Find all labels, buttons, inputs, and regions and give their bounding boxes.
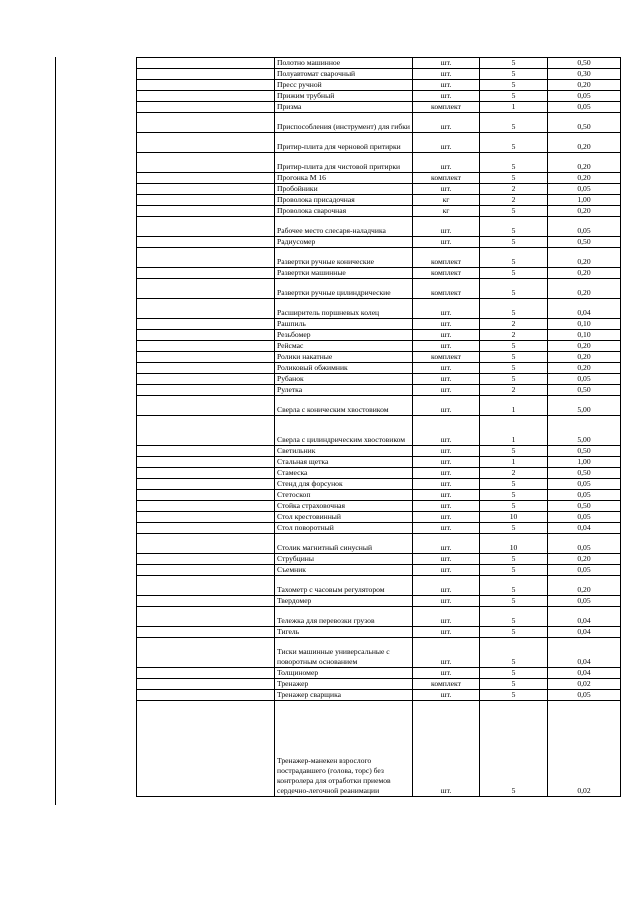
quantity-cell: 5: [480, 701, 548, 797]
quantity-cell: 2: [480, 319, 548, 330]
quantity-cell: 5: [480, 299, 548, 319]
empty-cell: [137, 80, 275, 91]
quantity-cell: 2: [480, 330, 548, 341]
item-name-cell: Сверла с цилиндрическим хвостовиком: [275, 416, 413, 446]
empty-cell: [137, 91, 275, 102]
quantity-cell: 5: [480, 206, 548, 217]
coefficient-cell: 0,50: [548, 501, 621, 512]
empty-cell: [137, 576, 275, 596]
table-row: [137, 490, 621, 501]
unit-cell: шт.: [413, 385, 480, 396]
table-row: [137, 133, 621, 153]
unit-cell: шт.: [413, 627, 480, 638]
empty-cell: [137, 341, 275, 352]
table-row: [137, 627, 621, 638]
table-row: [137, 279, 621, 299]
table-row: [137, 363, 621, 374]
item-name-cell: Ролики накатные: [275, 352, 413, 363]
quantity-cell: 5: [480, 679, 548, 690]
empty-cell: [137, 638, 275, 668]
table-row: [137, 565, 621, 576]
coefficient-cell: 0,04: [548, 523, 621, 534]
item-name-cell: Притир-плита для чистовой притирки: [275, 153, 413, 173]
table-row: [137, 319, 621, 330]
item-name-cell: Стамеска: [275, 468, 413, 479]
unit-cell: шт.: [413, 468, 480, 479]
item-name-cell: Проволока присадочная: [275, 195, 413, 206]
table-row: [137, 468, 621, 479]
coefficient-cell: 0,05: [548, 479, 621, 490]
table-row: [137, 679, 621, 690]
table-row: [137, 80, 621, 91]
unit-cell: шт.: [413, 565, 480, 576]
table-row: [137, 58, 621, 69]
quantity-cell: 5: [480, 69, 548, 80]
unit-cell: комплект: [413, 679, 480, 690]
quantity-cell: 2: [480, 385, 548, 396]
table-row: [137, 607, 621, 627]
unit-cell: шт.: [413, 457, 480, 468]
item-name-cell: Толщиномер: [275, 668, 413, 679]
unit-cell: шт.: [413, 237, 480, 248]
quantity-cell: 1: [480, 102, 548, 113]
coefficient-cell: 0,30: [548, 69, 621, 80]
item-name-cell: Развертки ручные конические: [275, 248, 413, 268]
unit-cell: шт.: [413, 690, 480, 701]
table-row: [137, 523, 621, 534]
table-row: [137, 330, 621, 341]
item-name-cell: Радиусомер: [275, 237, 413, 248]
unit-cell: шт.: [413, 668, 480, 679]
unit-cell: шт.: [413, 184, 480, 195]
table-row: [137, 341, 621, 352]
table-row: [137, 701, 621, 797]
coefficient-cell: 0,05: [548, 102, 621, 113]
empty-cell: [137, 113, 275, 133]
unit-cell: шт.: [413, 217, 480, 237]
coefficient-cell: 0,04: [548, 668, 621, 679]
empty-cell: [137, 512, 275, 523]
coefficient-cell: 0,20: [548, 248, 621, 268]
item-name-cell: Рабочее место слесаря-наладчика: [275, 217, 413, 237]
table-row: [137, 237, 621, 248]
table-row: [137, 479, 621, 490]
item-name-cell: Тележка для перевозки грузов: [275, 607, 413, 627]
item-name-cell: Тиски машинные универсальные с поворотным основанием: [275, 638, 413, 668]
item-name-cell: Развертки машинные: [275, 268, 413, 279]
table-row: [137, 173, 621, 184]
empty-cell: [137, 416, 275, 446]
empty-cell: [137, 490, 275, 501]
coefficient-cell: 1,00: [548, 195, 621, 206]
unit-cell: шт.: [413, 576, 480, 596]
coefficient-cell: 0,50: [548, 237, 621, 248]
item-name-cell: Полотно машинное: [275, 58, 413, 69]
quantity-cell: 5: [480, 133, 548, 153]
table-row: [137, 299, 621, 319]
coefficient-cell: 0,20: [548, 80, 621, 91]
unit-cell: шт.: [413, 133, 480, 153]
quantity-cell: 2: [480, 468, 548, 479]
empty-cell: [137, 534, 275, 554]
unit-cell: комплект: [413, 279, 480, 299]
unit-cell: шт.: [413, 607, 480, 627]
coefficient-cell: 0,02: [548, 701, 621, 797]
item-name-cell: Стол поворотный: [275, 523, 413, 534]
item-name-cell: Тигель: [275, 627, 413, 638]
empty-cell: [137, 596, 275, 607]
item-name-cell: Пробойники: [275, 184, 413, 195]
unit-cell: шт.: [413, 479, 480, 490]
empty-cell: [137, 248, 275, 268]
item-name-cell: Проволока сварочная: [275, 206, 413, 217]
quantity-cell: 5: [480, 363, 548, 374]
table-row: [137, 385, 621, 396]
empty-cell: [137, 627, 275, 638]
quantity-cell: 5: [480, 113, 548, 133]
empty-cell: [137, 184, 275, 195]
unit-cell: шт.: [413, 374, 480, 385]
coefficient-cell: 0,20: [548, 554, 621, 565]
item-name-cell: Резьбомер: [275, 330, 413, 341]
table-row: [137, 102, 621, 113]
empty-cell: [137, 690, 275, 701]
item-name-cell: Стенд для форсунок: [275, 479, 413, 490]
unit-cell: шт.: [413, 80, 480, 91]
quantity-cell: 5: [480, 596, 548, 607]
empty-cell: [137, 279, 275, 299]
empty-cell: [137, 69, 275, 80]
quantity-cell: 5: [480, 565, 548, 576]
coefficient-cell: 5,00: [548, 396, 621, 416]
item-name-cell: Прогонка М 16: [275, 173, 413, 184]
unit-cell: кг: [413, 195, 480, 206]
quantity-cell: 5: [480, 501, 548, 512]
quantity-cell: 5: [480, 607, 548, 627]
item-name-cell: Стол крестовинный: [275, 512, 413, 523]
empty-cell: [137, 363, 275, 374]
table-row: [137, 668, 621, 679]
unit-cell: шт.: [413, 363, 480, 374]
quantity-cell: 5: [480, 627, 548, 638]
quantity-cell: 5: [480, 690, 548, 701]
empty-cell: [137, 468, 275, 479]
coefficient-cell: 0,05: [548, 217, 621, 237]
coefficient-cell: 0,20: [548, 206, 621, 217]
coefficient-cell: 0,50: [548, 385, 621, 396]
empty-cell: [137, 237, 275, 248]
item-name-cell: Тахометр с часовым регулятором: [275, 576, 413, 596]
empty-cell: [137, 374, 275, 385]
item-name-cell: Развертки ручные цилиндрические: [275, 279, 413, 299]
quantity-cell: 2: [480, 195, 548, 206]
item-name-cell: Тренажер сварщика: [275, 690, 413, 701]
coefficient-cell: 0,02: [548, 679, 621, 690]
item-name-cell: Стальная щетка: [275, 457, 413, 468]
table-row: [137, 576, 621, 596]
quantity-cell: 5: [480, 217, 548, 237]
table-row: [137, 268, 621, 279]
item-name-cell: Рубанок: [275, 374, 413, 385]
empty-cell: [137, 319, 275, 330]
quantity-cell: 10: [480, 512, 548, 523]
coefficient-cell: 0,50: [548, 468, 621, 479]
empty-cell: [137, 352, 275, 363]
item-name-cell: Расширитель поршневых колец: [275, 299, 413, 319]
unit-cell: шт.: [413, 330, 480, 341]
coefficient-cell: 0,05: [548, 512, 621, 523]
table-row: [137, 374, 621, 385]
empty-cell: [137, 554, 275, 565]
unit-cell: кг: [413, 206, 480, 217]
unit-cell: шт.: [413, 153, 480, 173]
coefficient-cell: 0,20: [548, 268, 621, 279]
unit-cell: комплект: [413, 352, 480, 363]
table-row: [137, 396, 621, 416]
unit-cell: шт.: [413, 319, 480, 330]
item-name-cell: Тренажер: [275, 679, 413, 690]
quantity-cell: 5: [480, 237, 548, 248]
quantity-cell: 5: [480, 91, 548, 102]
coefficient-cell: 0,04: [548, 638, 621, 668]
unit-cell: шт.: [413, 534, 480, 554]
table-row: [137, 446, 621, 457]
empty-cell: [137, 173, 275, 184]
coefficient-cell: 0,20: [548, 133, 621, 153]
coefficient-cell: 0,10: [548, 330, 621, 341]
unit-cell: комплект: [413, 268, 480, 279]
empty-cell: [137, 457, 275, 468]
unit-cell: шт.: [413, 512, 480, 523]
empty-cell: [137, 268, 275, 279]
item-name-cell: Прижим трубный: [275, 91, 413, 102]
empty-cell: [137, 299, 275, 319]
quantity-cell: 5: [480, 341, 548, 352]
equipment-table-body: [137, 58, 621, 797]
quantity-cell: 2: [480, 184, 548, 195]
table-row: [137, 206, 621, 217]
quantity-cell: 1: [480, 396, 548, 416]
table-row: [137, 638, 621, 668]
unit-cell: шт.: [413, 58, 480, 69]
empty-cell: [137, 133, 275, 153]
item-name-cell: Призма: [275, 102, 413, 113]
item-name-cell: Стетоскоп: [275, 490, 413, 501]
unit-cell: шт.: [413, 446, 480, 457]
empty-cell: [137, 668, 275, 679]
quantity-cell: 1: [480, 457, 548, 468]
table-row: [137, 69, 621, 80]
quantity-cell: 5: [480, 479, 548, 490]
coefficient-cell: 0,05: [548, 534, 621, 554]
coefficient-cell: 0,20: [548, 363, 621, 374]
unit-cell: шт.: [413, 638, 480, 668]
coefficient-cell: 0,04: [548, 627, 621, 638]
quantity-cell: 1: [480, 416, 548, 446]
unit-cell: шт.: [413, 69, 480, 80]
item-name-cell: Пресс ручной: [275, 80, 413, 91]
quantity-cell: 5: [480, 173, 548, 184]
table-row: [137, 457, 621, 468]
coefficient-cell: 0,20: [548, 279, 621, 299]
quantity-cell: 5: [480, 638, 548, 668]
table-row: [137, 512, 621, 523]
empty-cell: [137, 206, 275, 217]
unit-cell: комплект: [413, 248, 480, 268]
table-row: [137, 352, 621, 363]
coefficient-cell: 0,05: [548, 690, 621, 701]
quantity-cell: 10: [480, 534, 548, 554]
empty-cell: [137, 396, 275, 416]
unit-cell: шт.: [413, 596, 480, 607]
table-row: [137, 248, 621, 268]
unit-cell: шт.: [413, 701, 480, 797]
unit-cell: комплект: [413, 102, 480, 113]
quantity-cell: 5: [480, 153, 548, 173]
item-name-cell: Съемник: [275, 565, 413, 576]
empty-cell: [137, 501, 275, 512]
quantity-cell: 5: [480, 80, 548, 91]
item-name-cell: Струбцины: [275, 554, 413, 565]
empty-cell: [137, 446, 275, 457]
table-row: [137, 195, 621, 206]
quantity-cell: 5: [480, 576, 548, 596]
coefficient-cell: 0,05: [548, 490, 621, 501]
quantity-cell: 5: [480, 248, 548, 268]
equipment-table: [136, 57, 621, 797]
empty-cell: [137, 479, 275, 490]
quantity-cell: 5: [480, 668, 548, 679]
table-row: [137, 596, 621, 607]
item-name-cell: Притир-плита для черновой притирки: [275, 133, 413, 153]
page-margin-rule: [55, 57, 56, 805]
coefficient-cell: 0,04: [548, 299, 621, 319]
empty-cell: [137, 102, 275, 113]
empty-cell: [137, 679, 275, 690]
unit-cell: шт.: [413, 523, 480, 534]
coefficient-cell: 0,20: [548, 352, 621, 363]
coefficient-cell: 0,50: [548, 113, 621, 133]
unit-cell: шт.: [413, 554, 480, 565]
empty-cell: [137, 330, 275, 341]
table-row: [137, 91, 621, 102]
empty-cell: [137, 58, 275, 69]
unit-cell: шт.: [413, 490, 480, 501]
quantity-cell: 5: [480, 374, 548, 385]
table-row: [137, 534, 621, 554]
item-name-cell: Рашпиль: [275, 319, 413, 330]
coefficient-cell: 0,10: [548, 319, 621, 330]
coefficient-cell: 0,05: [548, 184, 621, 195]
coefficient-cell: 1,00: [548, 457, 621, 468]
item-name-cell: Светильник: [275, 446, 413, 457]
table-row: [137, 501, 621, 512]
coefficient-cell: 0,50: [548, 446, 621, 457]
quantity-cell: 5: [480, 352, 548, 363]
table-row: [137, 184, 621, 195]
empty-cell: [137, 523, 275, 534]
unit-cell: шт.: [413, 91, 480, 102]
coefficient-cell: 0,20: [548, 153, 621, 173]
coefficient-cell: 0,50: [548, 58, 621, 69]
coefficient-cell: 0,05: [548, 374, 621, 385]
unit-cell: шт.: [413, 416, 480, 446]
quantity-cell: 5: [480, 268, 548, 279]
coefficient-cell: 5,00: [548, 416, 621, 446]
item-name-cell: Приспособления (инструмент) для гибки: [275, 113, 413, 133]
unit-cell: шт.: [413, 113, 480, 133]
quantity-cell: 5: [480, 446, 548, 457]
coefficient-cell: 0,04: [548, 607, 621, 627]
empty-cell: [137, 195, 275, 206]
item-name-cell: Полуавтомат сварочный: [275, 69, 413, 80]
empty-cell: [137, 217, 275, 237]
coefficient-cell: 0,05: [548, 91, 621, 102]
item-name-cell: Роликовый обжимник: [275, 363, 413, 374]
item-name-cell: Столик магнитный синусный: [275, 534, 413, 554]
item-name-cell: Рулетка: [275, 385, 413, 396]
table-row: [137, 113, 621, 133]
empty-cell: [137, 701, 275, 797]
coefficient-cell: 0,05: [548, 596, 621, 607]
unit-cell: шт.: [413, 396, 480, 416]
quantity-cell: 5: [480, 58, 548, 69]
item-name-cell: Стойка страховочная: [275, 501, 413, 512]
unit-cell: шт.: [413, 341, 480, 352]
empty-cell: [137, 565, 275, 576]
unit-cell: шт.: [413, 501, 480, 512]
coefficient-cell: 0,20: [548, 173, 621, 184]
coefficient-cell: 0,20: [548, 341, 621, 352]
item-name-cell: Тренажер-манекен взрослого пострадавшего (голова, торс) без контролера для отработки приемов сердечно-легочной реанимации: [275, 701, 413, 797]
coefficient-cell: 0,20: [548, 576, 621, 596]
item-name-cell: Рейсмас: [275, 341, 413, 352]
item-name-cell: Сверла с коническим хвостовиком: [275, 396, 413, 416]
table-row: [137, 153, 621, 173]
quantity-cell: 5: [480, 523, 548, 534]
unit-cell: шт.: [413, 299, 480, 319]
quantity-cell: 5: [480, 490, 548, 501]
unit-cell: комплект: [413, 173, 480, 184]
table-row: [137, 690, 621, 701]
empty-cell: [137, 385, 275, 396]
table-row: [137, 416, 621, 446]
table-row: [137, 217, 621, 237]
quantity-cell: 5: [480, 279, 548, 299]
empty-cell: [137, 607, 275, 627]
item-name-cell: Твердомер: [275, 596, 413, 607]
quantity-cell: 5: [480, 554, 548, 565]
empty-cell: [137, 153, 275, 173]
coefficient-cell: 0,05: [548, 565, 621, 576]
table-row: [137, 554, 621, 565]
